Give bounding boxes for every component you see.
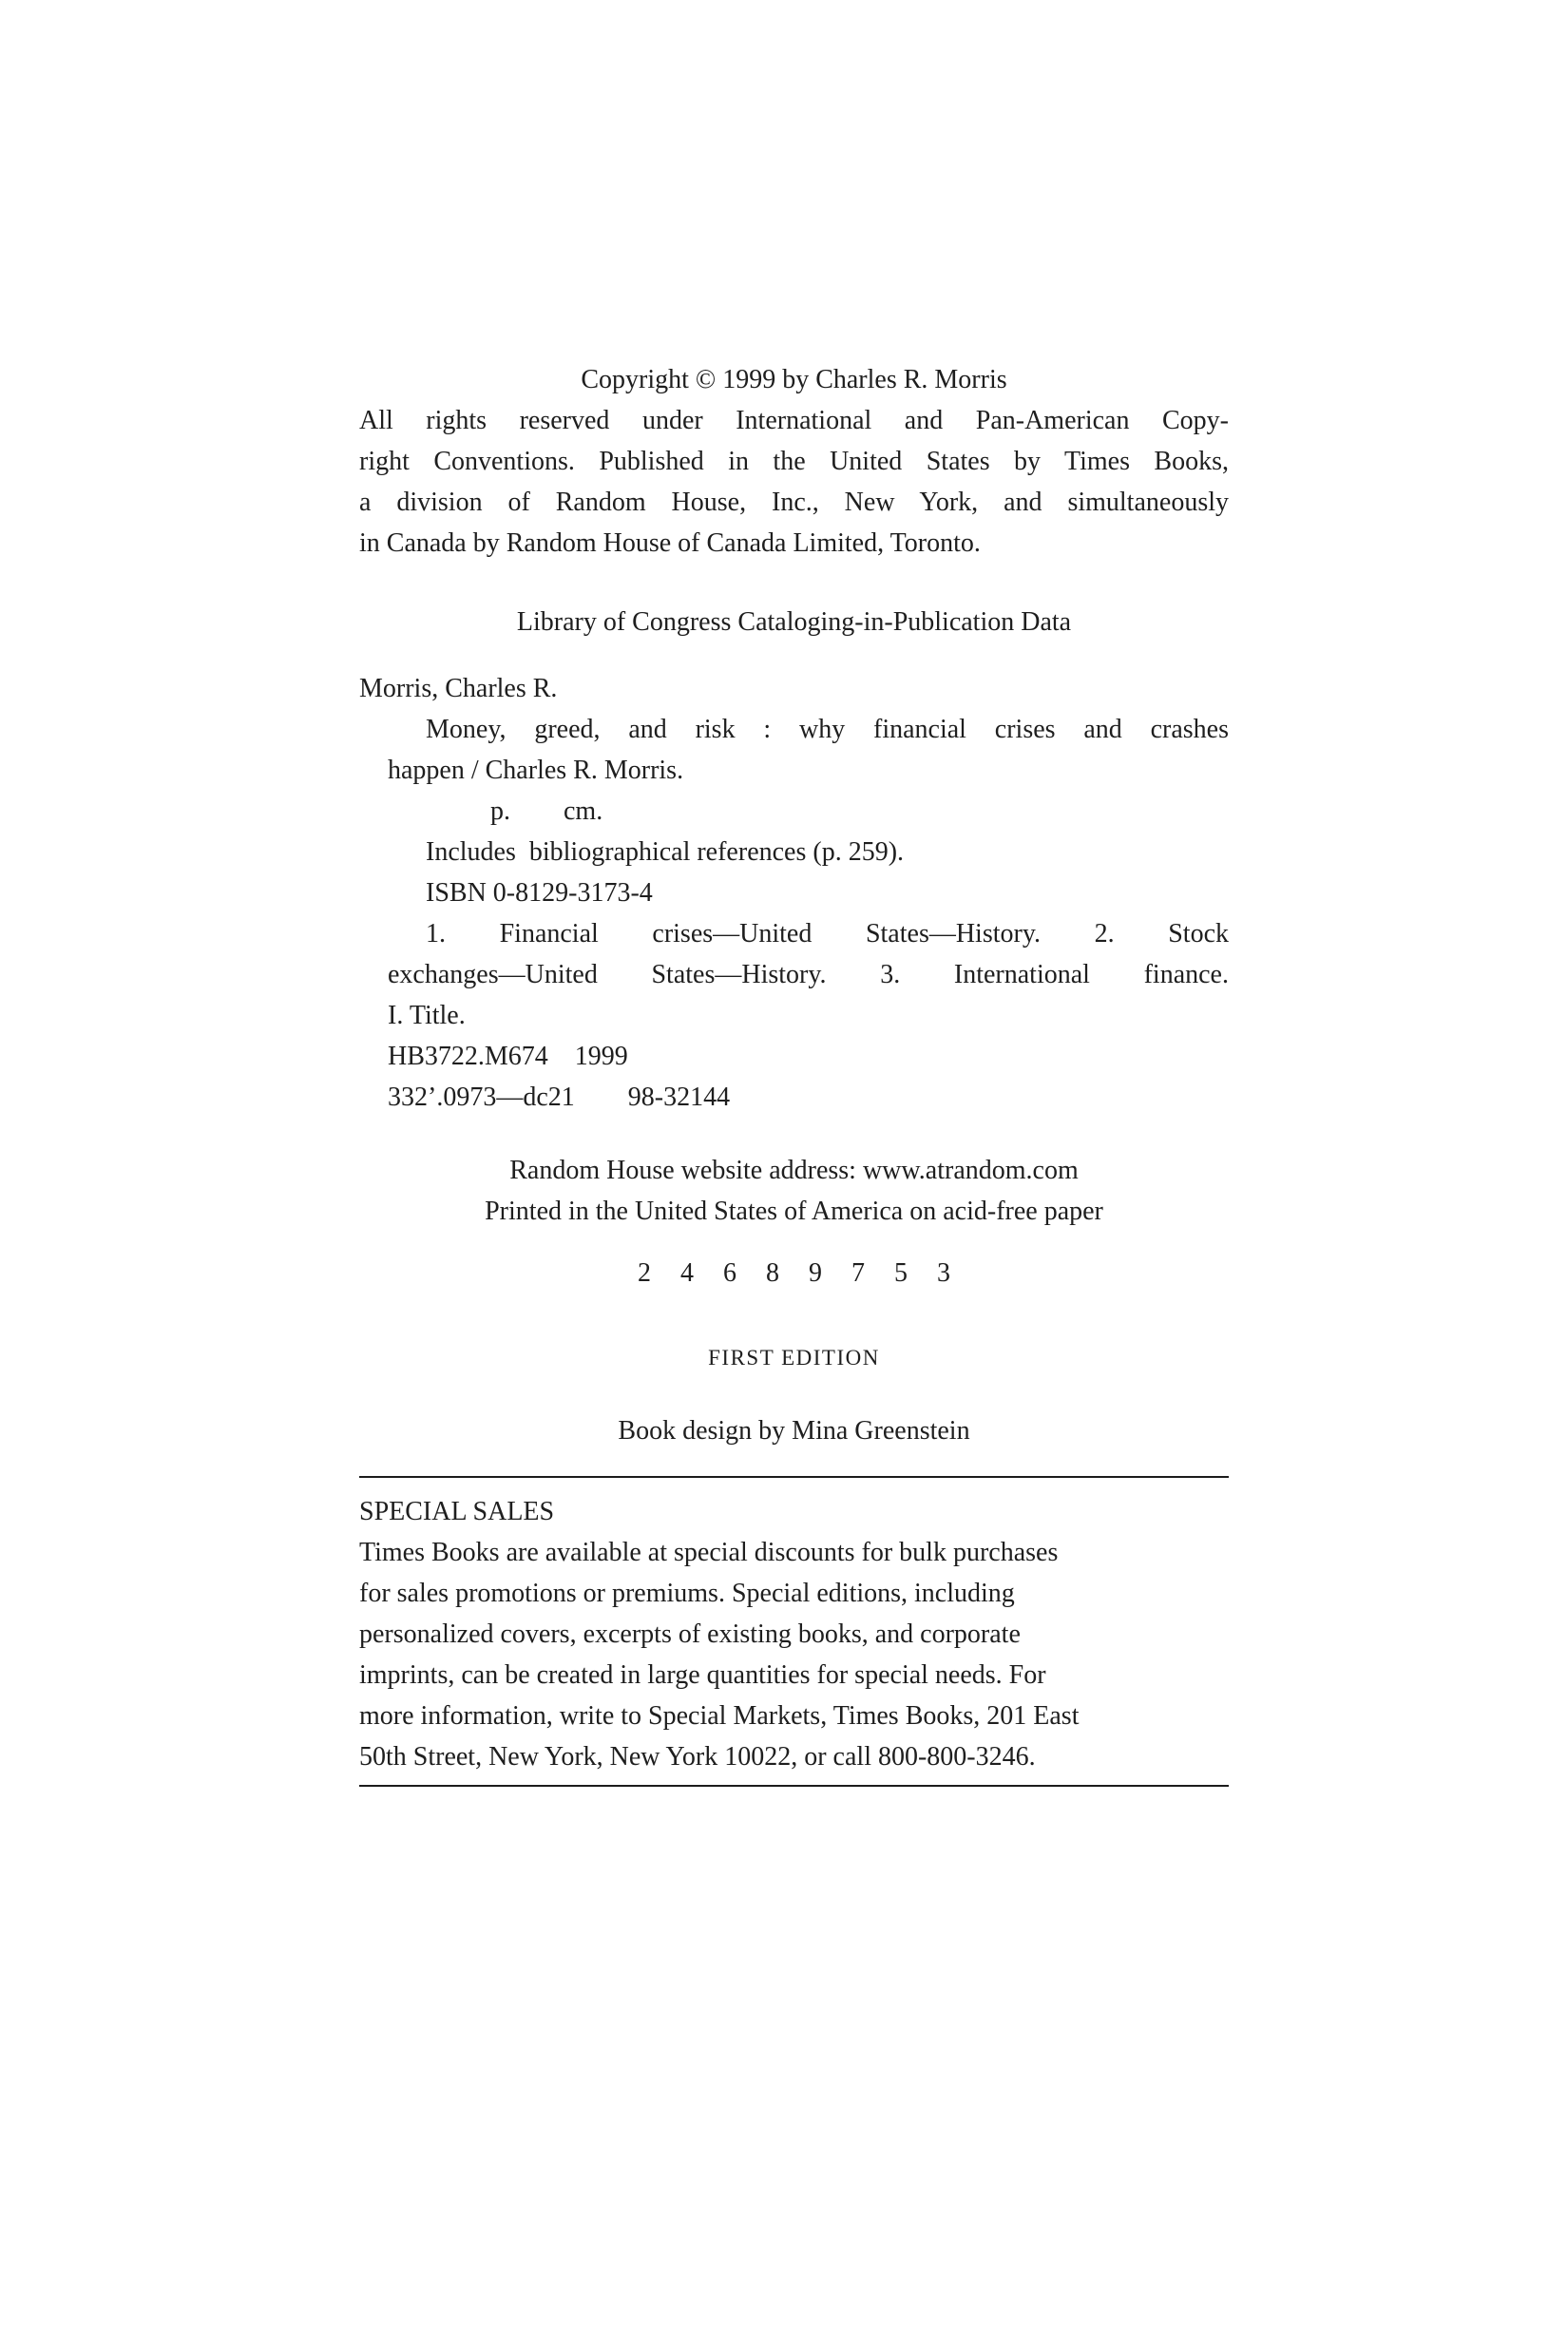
- text-line: a division of Random House, Inc., New York, and simultaneously: [359, 488, 1229, 517]
- special-sales-line: Times Books are available at special discounts for bulk purchases: [359, 1538, 1059, 1567]
- print-run-numbers: 2 4 6 8 9 7 5 3: [638, 1258, 950, 1288]
- divider-rule-bottom: [359, 1785, 1229, 1787]
- catalog-line: 332’.0973—dc21 98-32144: [388, 1083, 731, 1112]
- design-credit: Book design by Mina Greenstein: [618, 1416, 970, 1446]
- catalog-line: Includes bibliographical references (p. 259).: [426, 837, 905, 867]
- edition-notice: FIRST EDITION: [708, 1346, 880, 1370]
- special-sales-section: [359, 1491, 1229, 1777]
- website-line: Random House website address: www.atrandom.com: [509, 1156, 1079, 1185]
- printing-line: Printed in the United States of America on acid-free paper: [485, 1197, 1103, 1226]
- library-of-congress-heading: Library of Congress Cataloging-in-Publication Data: [516, 607, 1072, 637]
- publisher-info-block: [359, 1150, 1229, 1232]
- special-sales-line: 50th Street, New York, New York 10022, or call 800-800-3246.: [359, 1742, 1036, 1772]
- catalog-line: ISBN 0-8129-3173-4: [426, 878, 653, 908]
- divider-rule-top: [359, 1476, 1229, 1478]
- catalog-line: happen / Charles R. Morris.: [388, 756, 684, 785]
- text-line: All rights reserved under International and Pan-American Copy-: [359, 406, 1229, 435]
- text-line: in Canada by Random House of Canada Limited, Toronto.: [359, 528, 981, 558]
- catalog-line: HB3722.M674 1999: [388, 1042, 628, 1071]
- copyright-line: Copyright © 1999 by Charles R. Morris: [581, 365, 1007, 394]
- special-sales-line: personalized covers, excerpts of existing books, and corporate: [359, 1619, 1021, 1649]
- text-line: right Conventions. Published in the United States by Times Books,: [359, 447, 1229, 476]
- special-sales-line: more information, write to Special Markets, Times Books, 201 East: [359, 1701, 1080, 1731]
- special-sales-line: imprints, can be created in large quantities for special needs. For: [359, 1660, 1046, 1690]
- catalog-line: Morris, Charles R.: [359, 674, 558, 703]
- catalog-line: Money, greed, and risk : why financial crises and crashes: [426, 715, 1229, 744]
- catalog-line: p. cm.: [490, 796, 603, 826]
- text-block: [359, 359, 1229, 1787]
- rights-paragraph: [359, 400, 1229, 564]
- special-sales-heading: SPECIAL SALES: [359, 1497, 555, 1526]
- catalog-line: 1. Financial crises—United States—History. 2. Stock: [426, 919, 1229, 949]
- catalog-line: exchanges—United States—History. 3. International finance.: [388, 960, 1229, 989]
- catalog-line: I. Title.: [388, 1001, 466, 1030]
- cataloging-in-publication-block: [359, 668, 1229, 1118]
- special-sales-line: for sales promotions or premiums. Special editions, including: [359, 1579, 1015, 1608]
